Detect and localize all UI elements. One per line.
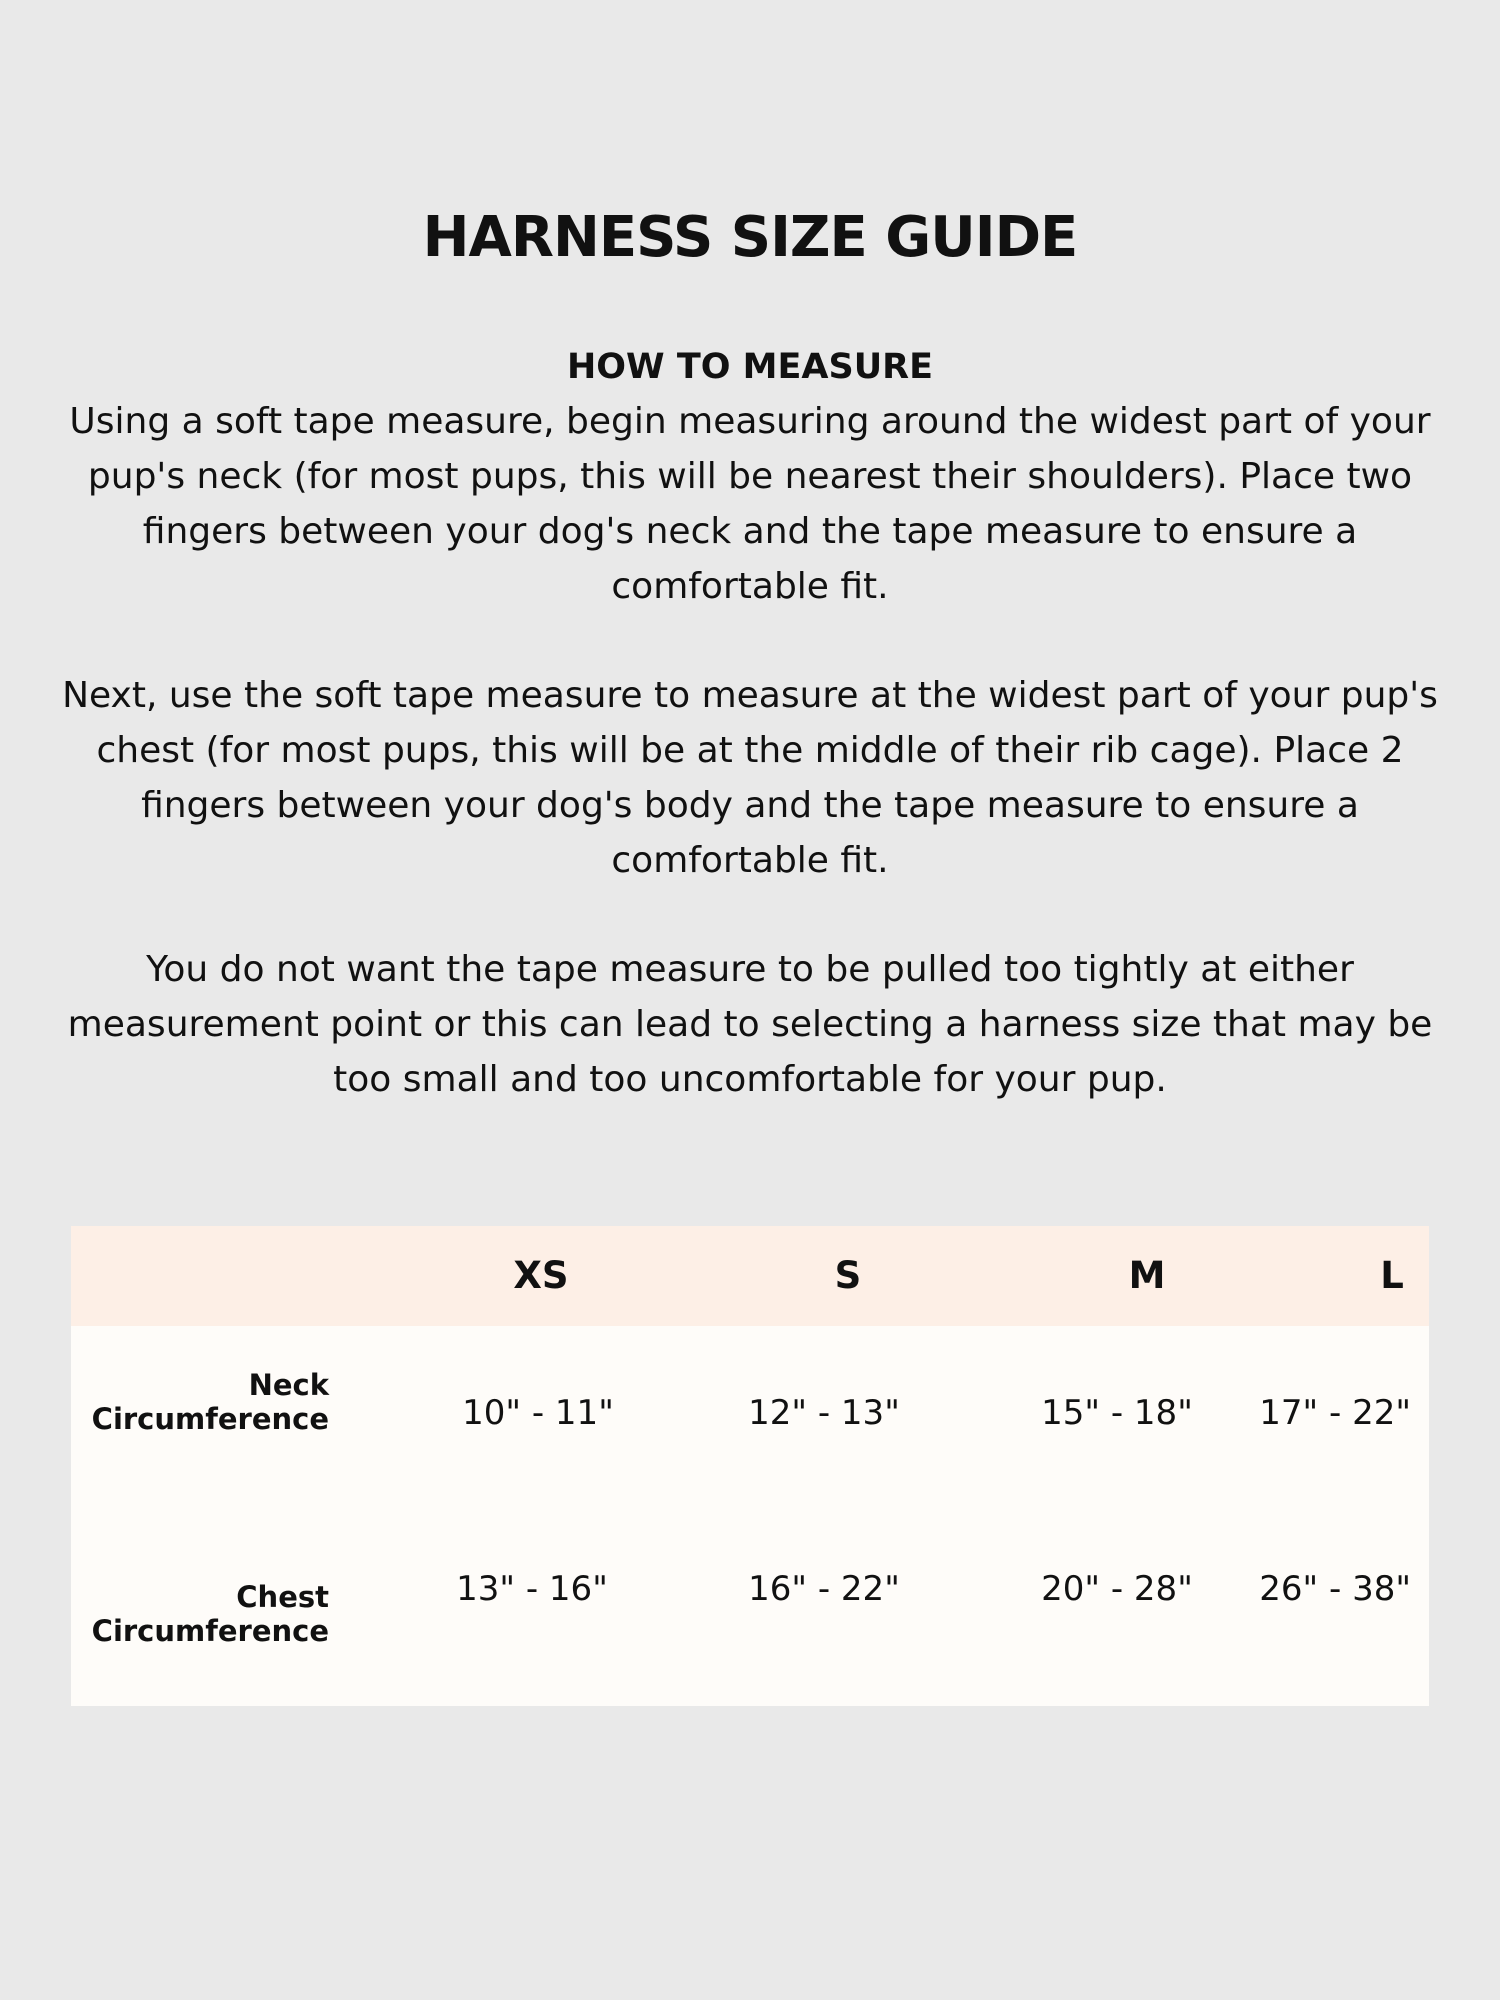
paragraph-spacer (60, 888, 1440, 942)
size-header-l: L (1380, 1254, 1404, 1297)
size-table (71, 1226, 1429, 1706)
instruction-paragraph-chest: Next, use the soft tape measure to measure at the widest part of your pup's chest (for most pups, this will be at the middle of their rib cage). Place 2 fingers between your dog's body and the tape measure to ensure a comfortable fit. (62, 675, 1438, 881)
how-to-measure-heading: HOW TO MEASURE (567, 347, 933, 387)
row-label-neck (71, 1368, 329, 1436)
size-table-header (71, 1226, 1429, 1326)
size-header-m: M (1128, 1254, 1166, 1297)
neck-l-value: 17" - 22" (1259, 1393, 1411, 1433)
measuring-instructions (60, 340, 1440, 1107)
instruction-paragraph-warning: You do not want the tape measure to be pulled too tightly at either measurement point or this can lead to selecting a harness size that may be too small and too uncomfortable for your pup. (67, 949, 1433, 1100)
row-label-chest (71, 1580, 329, 1648)
row-label-line: Neck (248, 1368, 329, 1402)
chest-l-value: 26" - 38" (1259, 1569, 1411, 1609)
row-label-line: Chest (236, 1580, 329, 1614)
neck-s-value: 12" - 13" (748, 1393, 900, 1433)
neck-m-value: 15" - 18" (1041, 1393, 1193, 1433)
size-header-s: S (834, 1254, 862, 1297)
size-header-xs: XS (513, 1254, 569, 1297)
instruction-paragraph-neck: Using a soft tape measure, begin measuring around the widest part of your pup's neck (for most pups, this will be nearest their shoulders). Place two fingers between your dog's neck and the tape measure to ensure a comfortable fit. (69, 401, 1431, 607)
page-title: HARNESS SIZE GUIDE (422, 205, 1078, 270)
row-label-line: Circumference (91, 1614, 329, 1648)
paragraph-spacer (60, 614, 1440, 668)
chest-xs-value: 13" - 16" (456, 1569, 608, 1609)
chest-s-value: 16" - 22" (748, 1569, 900, 1609)
row-label-line: Circumference (91, 1402, 329, 1436)
chest-m-value: 20" - 28" (1041, 1569, 1193, 1609)
neck-xs-value: 10" - 11" (462, 1393, 614, 1433)
